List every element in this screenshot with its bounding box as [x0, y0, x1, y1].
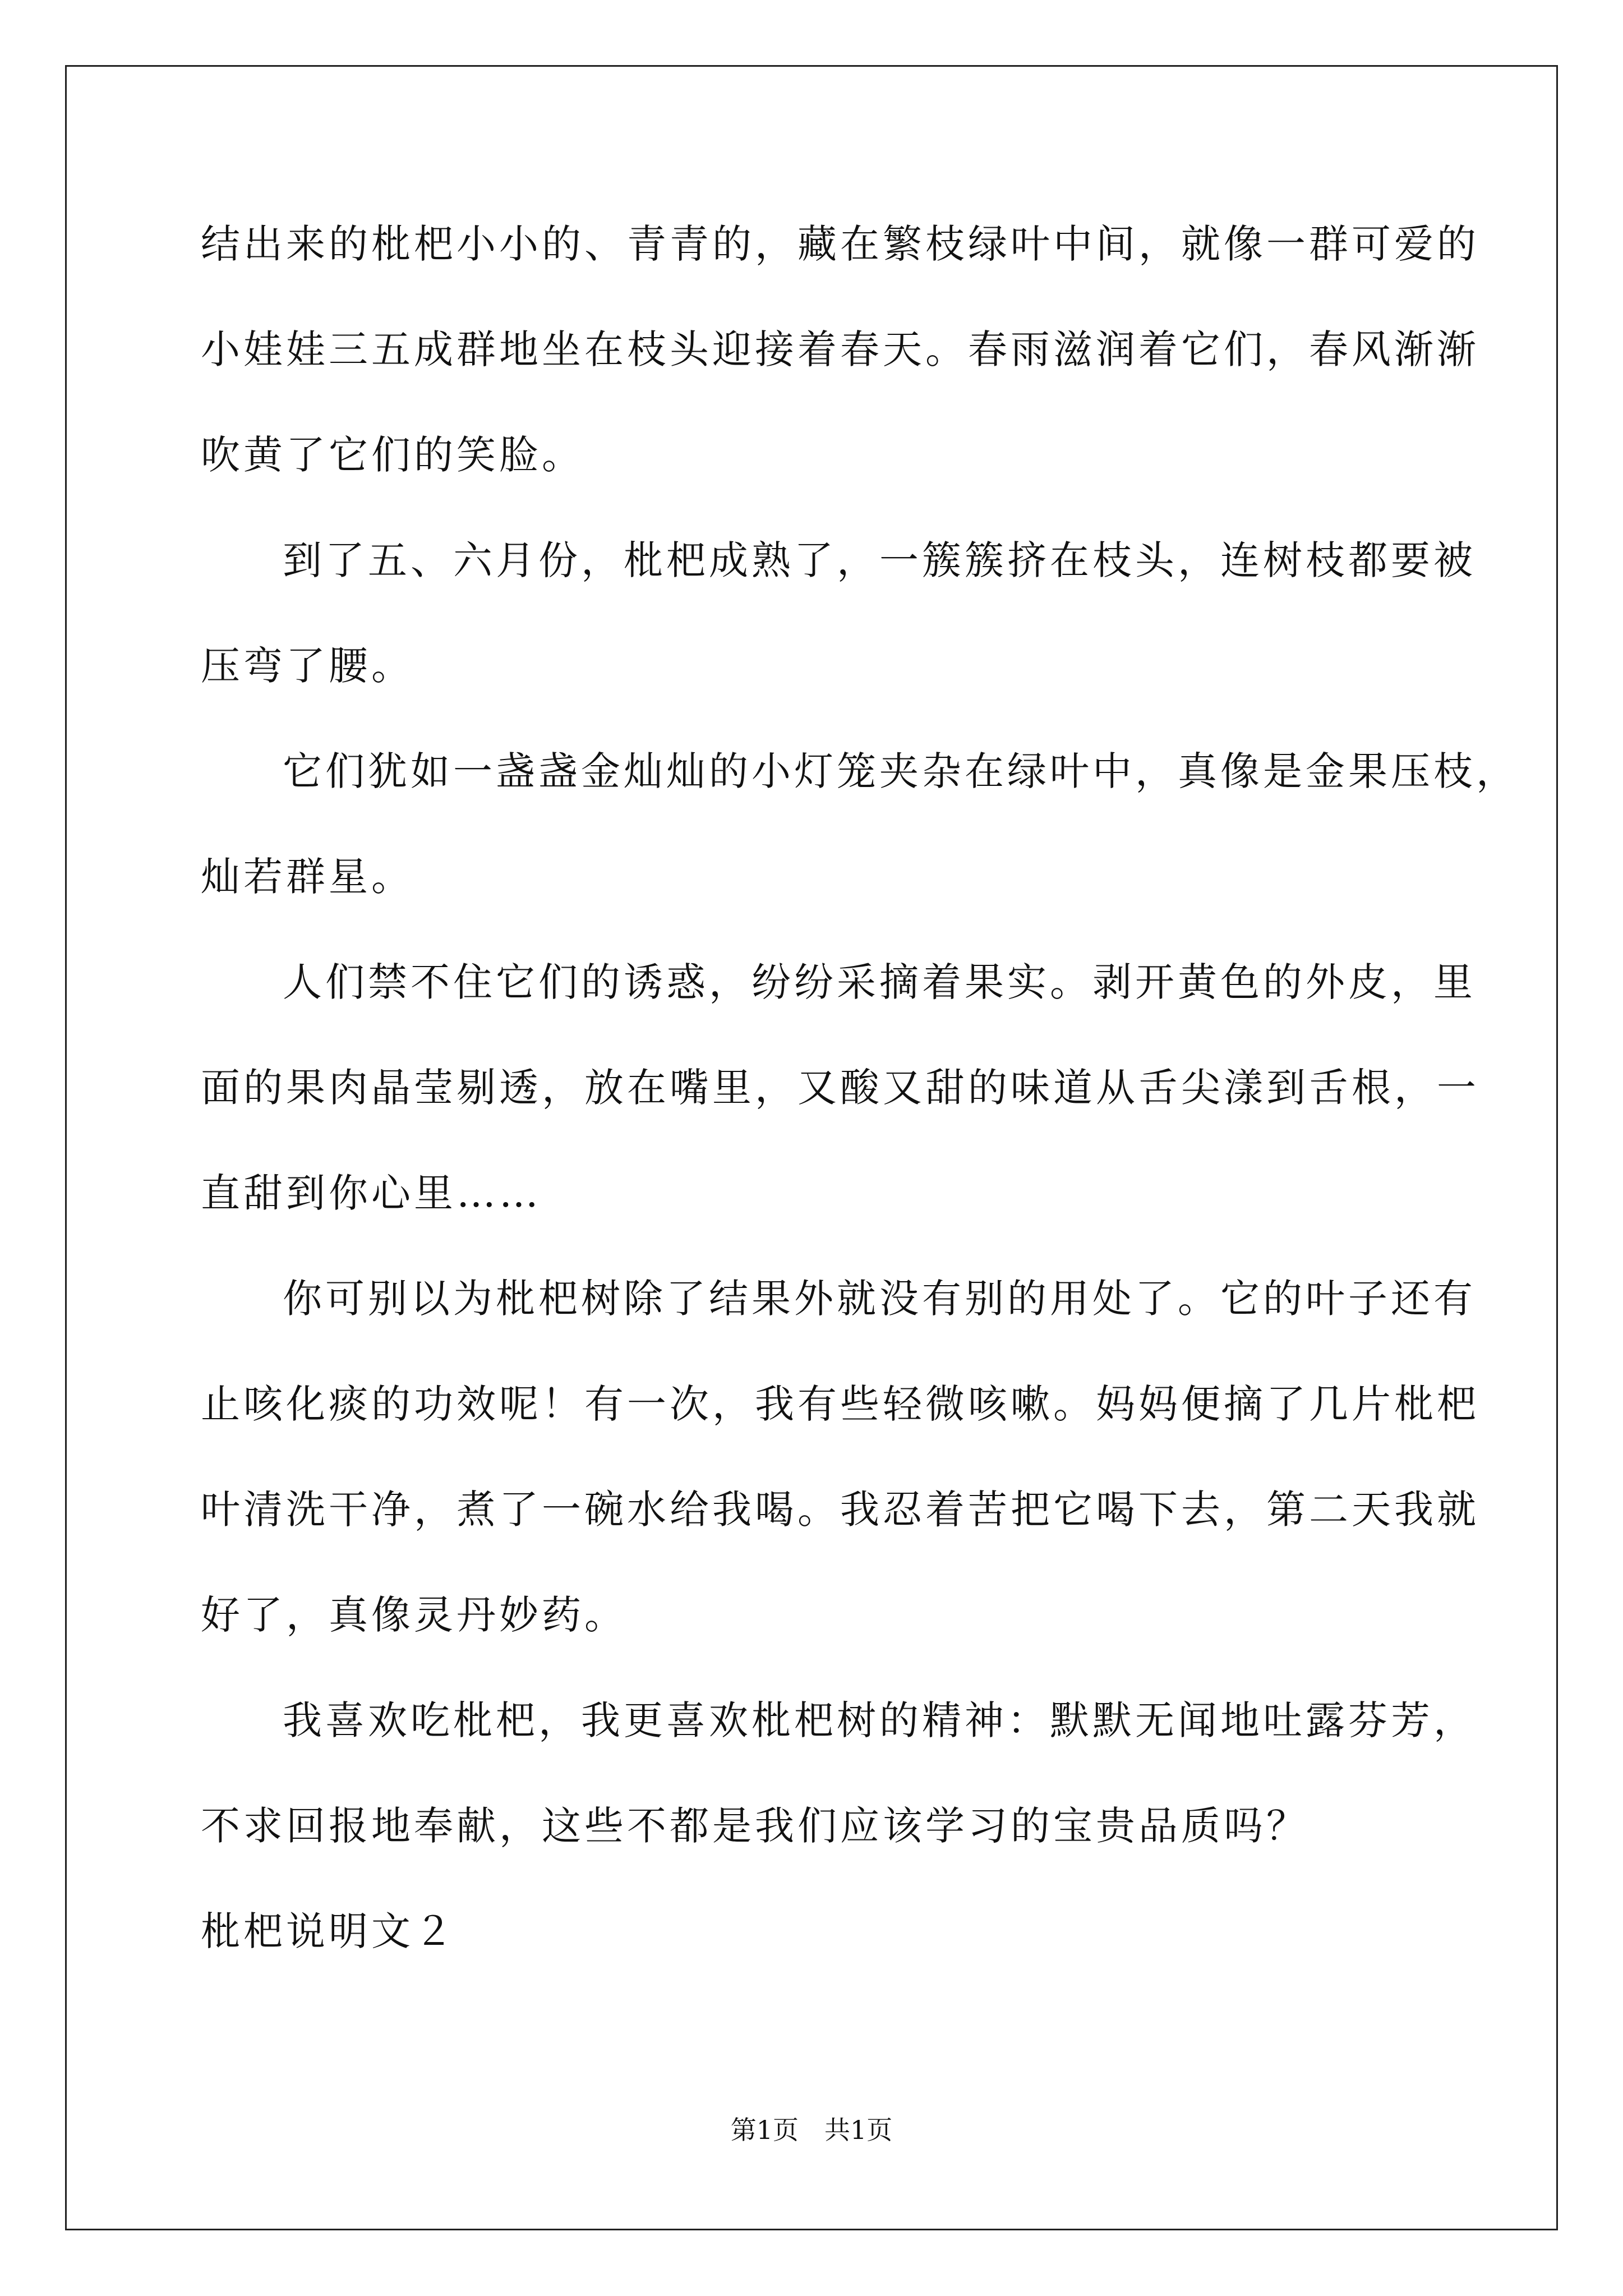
text-line: 结出来的枇杷小小的、青青的，藏在繁枝绿叶中间，就像一群可爱的: [201, 221, 1479, 267]
paragraph-start-line: 它们犹如一盏盏金灿灿的小灯笼夹杂在绿叶中，真像是金果压枝，: [283, 748, 1519, 794]
text-line: 好了，真像灵丹妙药。: [201, 1592, 627, 1638]
section-heading: 枇杷说明文２: [201, 1908, 457, 1954]
text-line: 直甜到你心里……: [201, 1170, 542, 1216]
paragraph-start-line: 你可别以为枇杷树除了结果外就没有别的用处了。它的叶子还有: [283, 1276, 1476, 1322]
text-line: 灿若群星。: [201, 854, 414, 900]
page-border: [65, 65, 1558, 2230]
paragraph-start-line: 我喜欢吃枇杷，我更喜欢枇杷树的精神：默默无闻地吐露芬芳，: [283, 1697, 1476, 1743]
page-footer: 第1页 共1页: [730, 2115, 893, 2145]
paragraph-start-line: 到了五、六月份，枇杷成熟了，一簇簇挤在枝头，连树枝都要被: [283, 537, 1476, 583]
text-line: 小娃娃三五成群地坐在枝头迎接着春天。春雨滋润着它们，春风渐渐: [201, 326, 1479, 372]
text-line: 面的果肉晶莹剔透，放在嘴里，又酸又甜的味道从舌尖漾到舌根，一: [201, 1065, 1479, 1111]
text-line: 吹黄了它们的笑脸。: [201, 432, 584, 478]
text-line: 压弯了腰。: [201, 643, 414, 689]
text-line: 止咳化痰的功效呢！有一次，我有些轻微咳嗽。妈妈便摘了几片枇杷: [201, 1381, 1479, 1427]
paragraph-start-line: 人们禁不住它们的诱惑，纷纷采摘着果实。剥开黄色的外皮，里: [283, 959, 1476, 1005]
text-line: 叶清洗干净，煮了一碗水给我喝。我忍着苦把它喝下去，第二天我就: [201, 1487, 1479, 1533]
text-line: 不求回报地奉献，这些不都是我们应该学习的宝贵品质吗？: [201, 1803, 1309, 1849]
